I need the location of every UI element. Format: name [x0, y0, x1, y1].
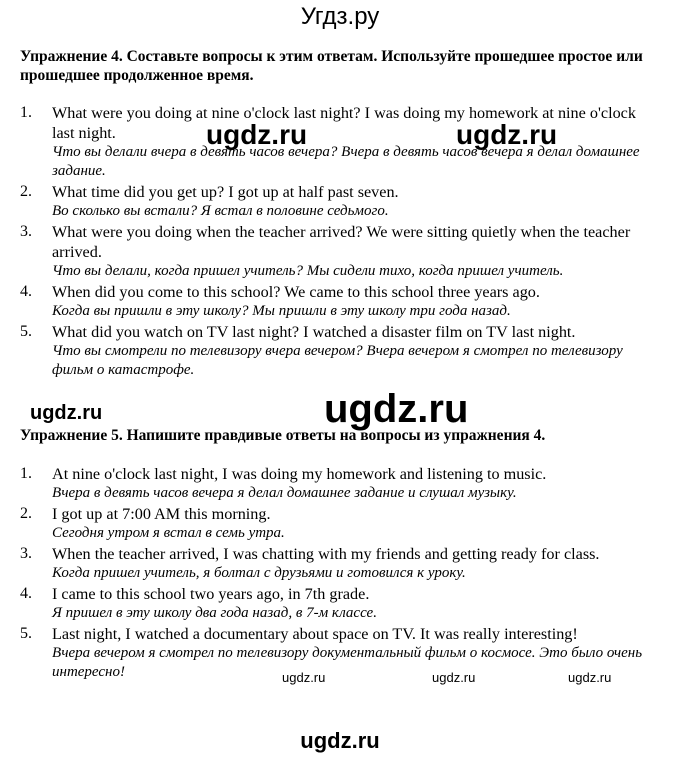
list-item: [20, 504, 660, 543]
english-text: What were you doing when the teacher arrived? We were sitting quietly when the teacher arrived.: [52, 223, 631, 261]
watermark: ugdz.ru: [568, 670, 612, 685]
list-item: [20, 103, 660, 181]
item-number: 1.: [20, 104, 32, 121]
english-text: I got up at 7:00 AM this morning.: [52, 505, 271, 523]
english-text: When the teacher arrived, I was chatting with my friends and getting ready for class.: [52, 545, 600, 563]
item-number: 3.: [20, 223, 32, 240]
russian-translation: Вчера вечером я смотрел по телевизору документальный фильм о космосе. Это было очень интересно!: [52, 645, 643, 680]
list-item: [20, 182, 660, 221]
russian-translation: Я пришел в эту школу два года назад, в 7-м классе.: [52, 605, 377, 621]
list-item: [20, 584, 660, 623]
english-text: I came to this school two years ago, in 7th grade.: [52, 585, 370, 603]
watermark: ugdz.ru: [206, 119, 308, 150]
list-item: [20, 624, 660, 682]
russian-translation: Во сколько вы встали? Я встал в половине седьмого.: [52, 203, 389, 219]
list-item: [20, 322, 660, 380]
list-item: [20, 222, 660, 281]
watermark: ugdz.ru: [324, 387, 469, 431]
watermark: ugdz.ru: [300, 728, 380, 753]
exercise-5-heading: Упражнение 5. Напишите правдивые ответы на вопросы из упражнения 4.: [20, 427, 546, 444]
watermark: ugdz.ru: [456, 119, 558, 150]
english-text: When did you come to this school? We came to this school three years ago.: [52, 283, 540, 301]
site-title: Угдз.ру: [300, 3, 380, 30]
watermark: ugdz.ru: [282, 670, 326, 685]
russian-translation: Когда вы пришли в эту школу? Мы пришли в эту школу три года назад.: [52, 303, 511, 319]
russian-translation: Что вы делали, когда пришел учитель? Мы сидели тихо, когда пришел учитель.: [52, 263, 564, 279]
russian-translation: Сегодня утром я встал в семь утра.: [52, 525, 285, 541]
item-number: 3.: [20, 545, 32, 562]
item-number: 2.: [20, 183, 32, 200]
english-text: What time did you get up? I got up at half past seven.: [52, 183, 399, 201]
watermark: ugdz.ru: [432, 670, 476, 685]
exercise-4-list: [20, 103, 660, 381]
list-item: [20, 544, 660, 583]
item-number: 1.: [20, 465, 32, 482]
russian-translation: Вчера в девять часов вечера я делал домашнее задание и слушал музыку.: [52, 485, 517, 501]
item-number: 4.: [20, 585, 32, 602]
english-text: What were you doing at nine o'clock last night? I was doing my homework at nine o'clock last night.: [52, 104, 636, 142]
russian-translation: Что вы делали вчера в девять часов вечера? Вчера в девять часов вечера я делал домашнее задание.: [52, 144, 640, 179]
russian-translation: Когда пришел учитель, я болтал с друзьями и готовился к уроку.: [52, 565, 466, 581]
item-number: 4.: [20, 283, 32, 300]
list-item: [20, 464, 660, 503]
english-text: Last night, I watched a documentary about space on TV. It was really interesting!: [52, 625, 578, 643]
english-text: What did you watch on TV last night? I watched a disaster film on TV last night.: [52, 323, 576, 341]
exercise-5-list: [20, 464, 660, 683]
russian-translation: Что вы смотрели по телевизору вчера вечером? Вчера вечером я смотрел по телевизору фильм о катастрофе.: [52, 343, 623, 378]
exercise-4-heading: Упражнение 4. Составьте вопросы к этим ответам. Используйте прошедшее простое или прошедшее продолженное время.: [20, 48, 643, 84]
item-number: 2.: [20, 505, 32, 522]
english-text: At nine o'clock last night, I was doing my homework and listening to music.: [52, 465, 547, 483]
item-number: 5.: [20, 323, 32, 340]
watermark: ugdz.ru: [30, 402, 103, 424]
list-item: [20, 282, 660, 321]
item-number: 5.: [20, 625, 32, 642]
